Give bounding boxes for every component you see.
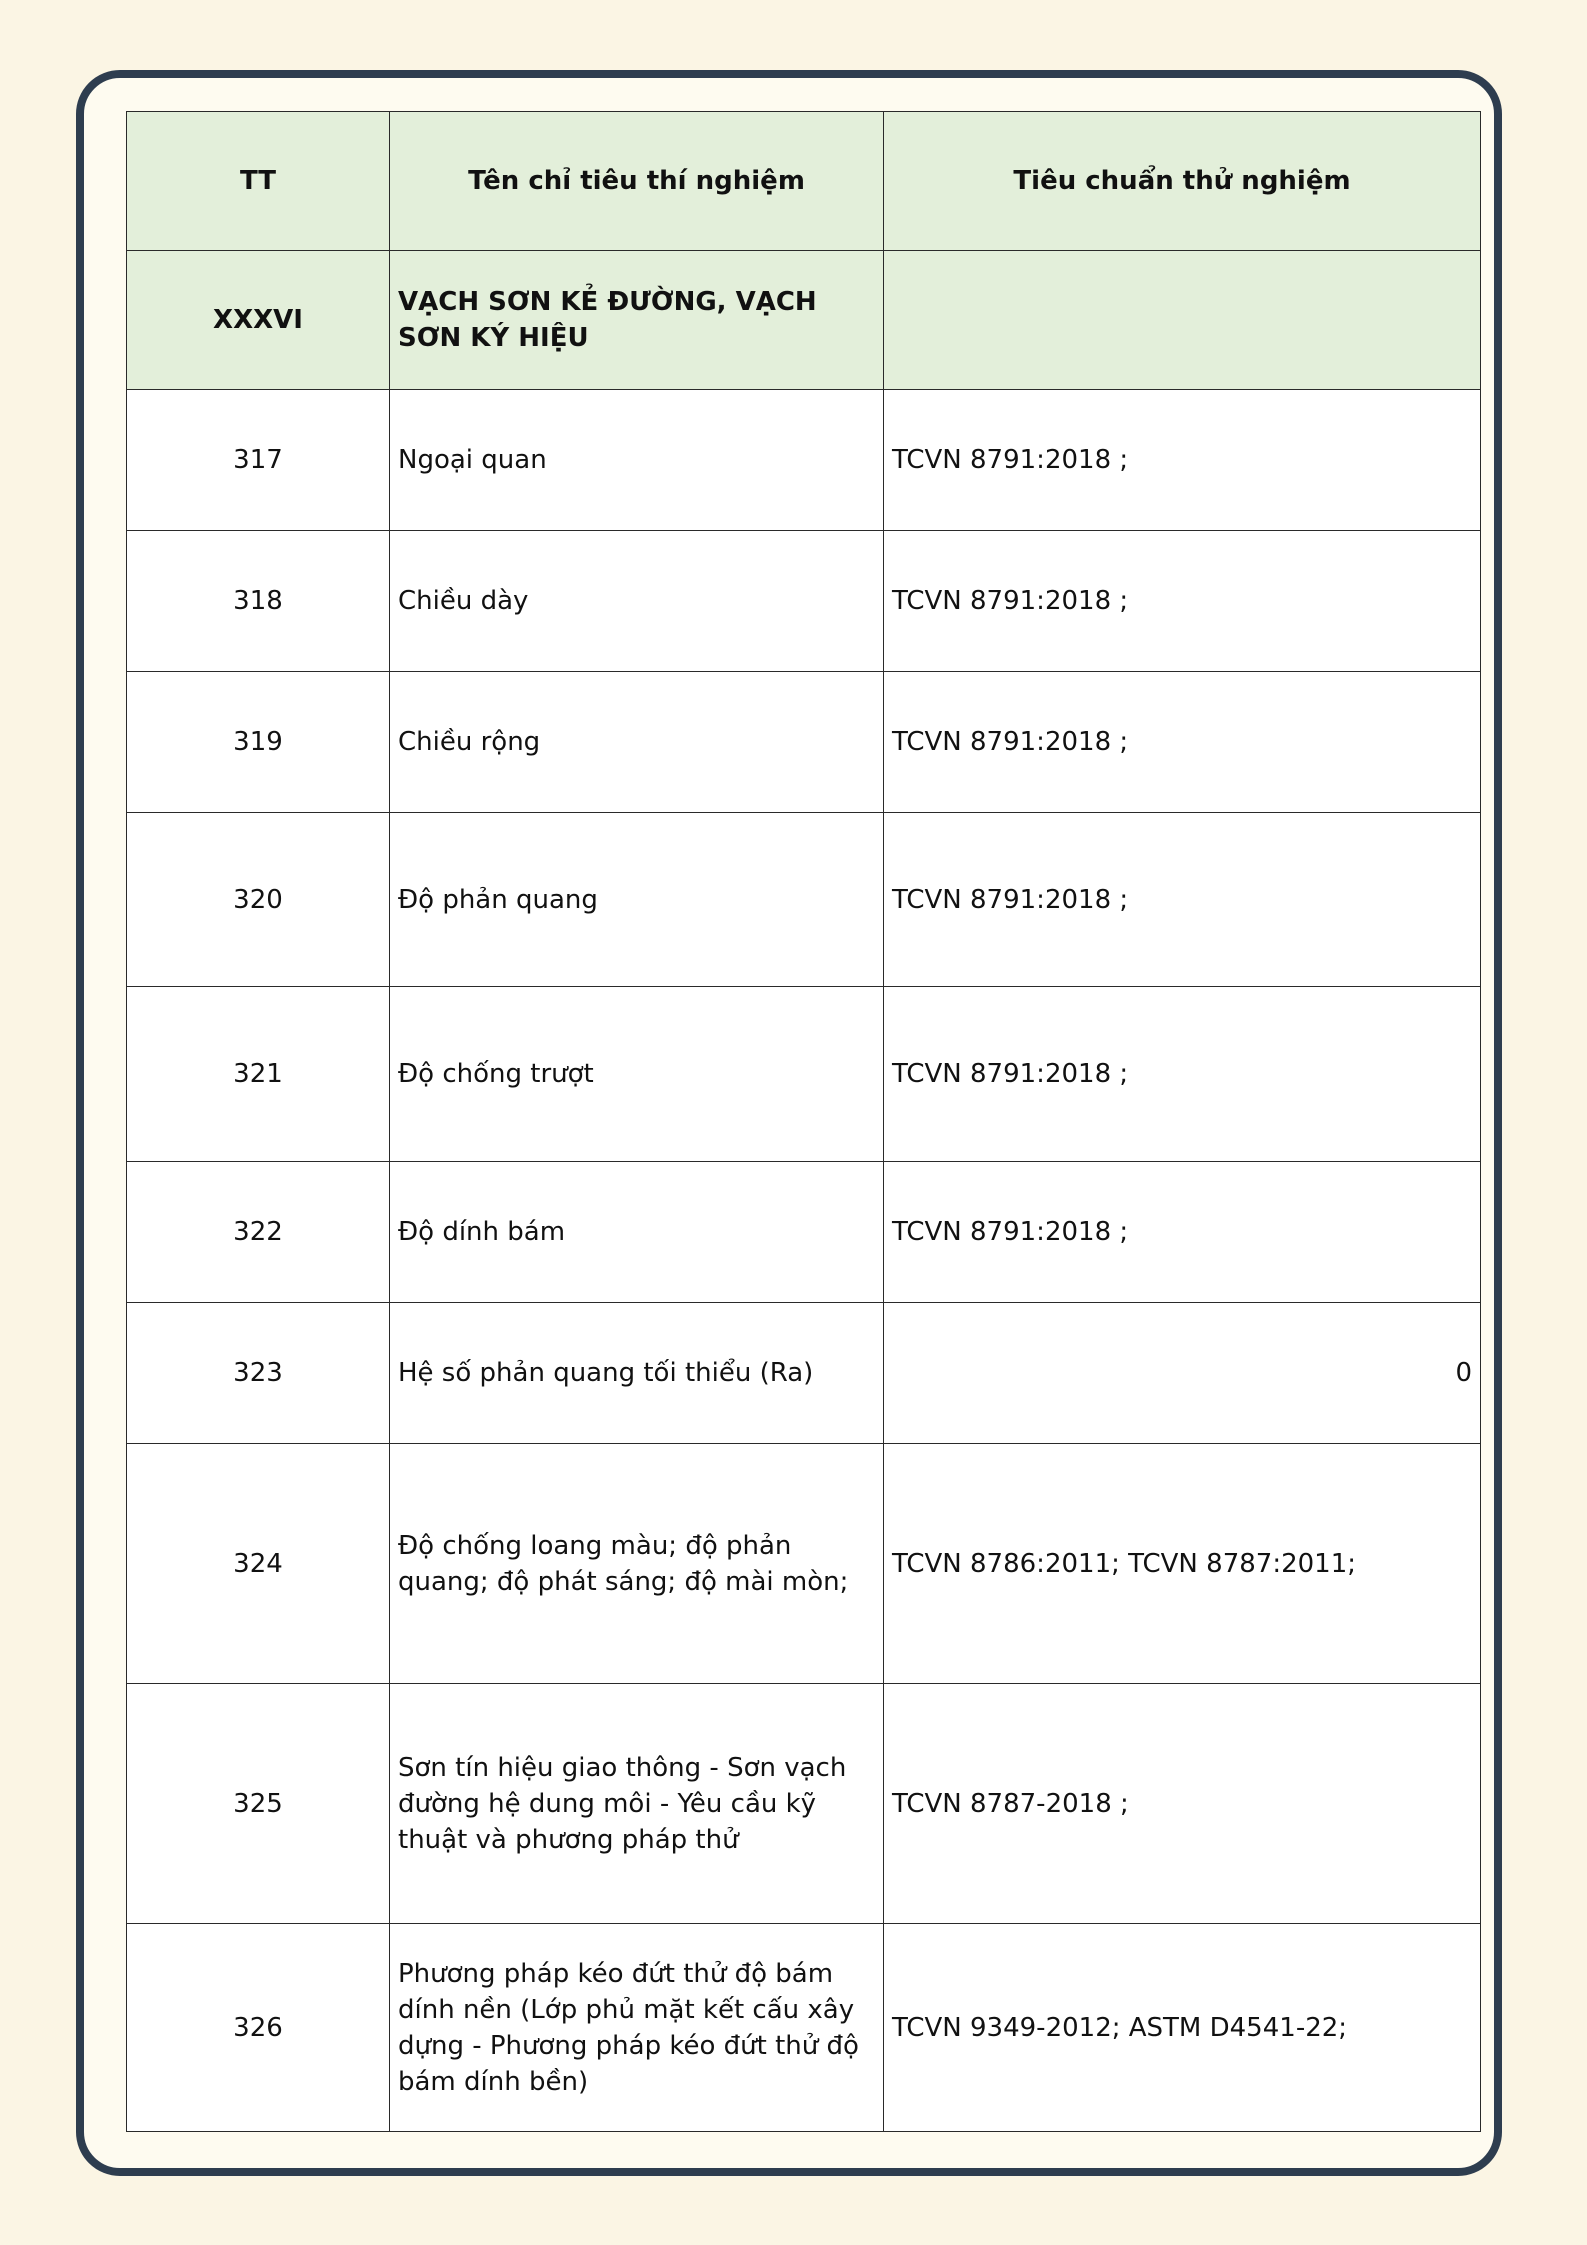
row-tt: 323 [127,1303,390,1444]
header-standard: Tiêu chuẩn thử nghiệm [884,112,1481,251]
table-row [127,1924,1481,2132]
row-standard: TCVN 9349-2012; ASTM D4541-22; [884,1924,1481,2132]
row-tt: 322 [127,1162,390,1303]
table-row [127,1303,1481,1444]
row-standard: TCVN 8791:2018 ; [884,1162,1481,1303]
section-standard [884,251,1481,390]
row-standard: TCVN 8787-2018 ; [884,1684,1481,1924]
row-name: Độ chống loang màu; độ phản quang; độ phát sáng; độ mài mòn; [390,1444,884,1684]
row-name: Chiều rộng [390,672,884,813]
table-row [127,987,1481,1162]
table-row [127,1684,1481,1924]
row-name: Chiều dày [390,531,884,672]
row-standard: TCVN 8791:2018 ; [884,390,1481,531]
table-row [127,813,1481,987]
section-code: XXXVI [127,251,390,390]
table-row [127,1444,1481,1684]
row-name: Độ dính bám [390,1162,884,1303]
test-standards-table [126,111,1481,2132]
table-row [127,672,1481,813]
row-name: Phương pháp kéo đứt thử độ bám dính nền (Lớp phủ mặt kết cấu xây dựng - Phương pháp kéo đứt thử độ bám dính bền) [390,1924,884,2132]
row-tt: 320 [127,813,390,987]
row-standard: TCVN 8791:2018 ; [884,672,1481,813]
table-row [127,1162,1481,1303]
row-name: Độ phản quang [390,813,884,987]
row-tt: 317 [127,390,390,531]
table-row [127,531,1481,672]
row-tt: 318 [127,531,390,672]
row-name: Hệ số phản quang tối thiểu (Ra) [390,1303,884,1444]
section-row [127,251,1481,390]
header-name: Tên chỉ tiêu thí nghiệm [390,112,884,251]
row-standard: TCVN 8791:2018 ; [884,813,1481,987]
row-name: Sơn tín hiệu giao thông - Sơn vạch đường hệ dung môi - Yêu cầu kỹ thuật và phương pháp thử [390,1684,884,1924]
section-title: VẠCH SƠN KẺ ĐƯỜNG, VẠCH SƠN KÝ HIỆU [390,251,884,390]
row-tt: 324 [127,1444,390,1684]
row-standard: TCVN 8791:2018 ; [884,987,1481,1162]
row-name: Ngoại quan [390,390,884,531]
header-tt: TT [127,112,390,251]
row-tt: 321 [127,987,390,1162]
row-standard: 0 [884,1303,1481,1444]
row-standard: TCVN 8791:2018 ; [884,531,1481,672]
row-tt: 325 [127,1684,390,1924]
row-name: Độ chống trượt [390,987,884,1162]
row-tt: 326 [127,1924,390,2132]
row-tt: 319 [127,672,390,813]
row-standard: TCVN 8786:2011; TCVN 8787:2011; [884,1444,1481,1684]
table-header-row [127,112,1481,251]
table-row [127,390,1481,531]
